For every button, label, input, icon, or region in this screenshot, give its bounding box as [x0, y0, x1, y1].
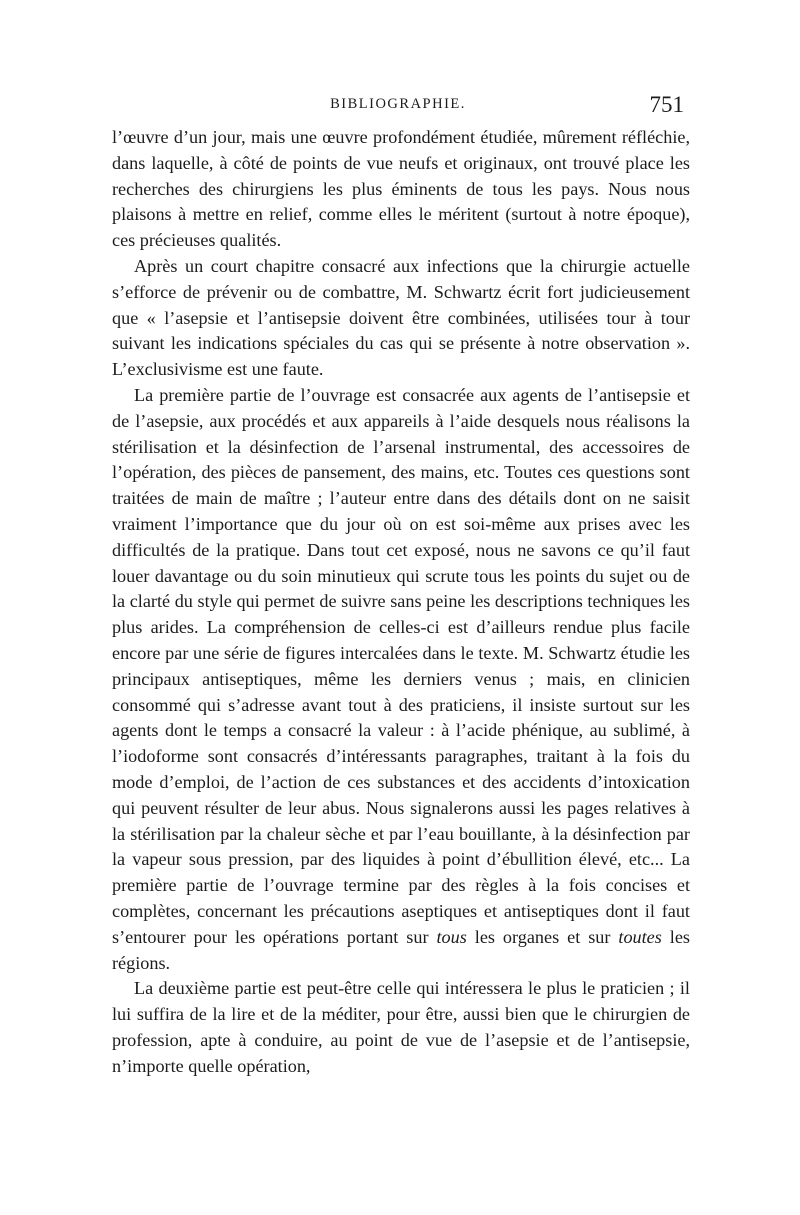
paragraph-3	[112, 383, 690, 976]
paragraph-4: La deuxième partie est peut-être celle qui intéressera le plus le praticien ; il lui suffira de la lire et de la méditer, pour être, aussi bien que le chirurgien de profession, apte à conduire, au point de vue de l’asepsie et de l’antisepsie, n’importe quelle opération,	[112, 978, 690, 1076]
body-text	[112, 125, 690, 1079]
page-number: 751	[649, 92, 684, 117]
emphasis-tous: tous	[436, 926, 467, 947]
paragraph-3-text-after: les régions.	[112, 926, 691, 973]
paragraph-1: l’œuvre d’un jour, mais une œuvre profondément étudiée, mûrement réfléchie, dans laquelle, à côté de points de vue neufs et originaux, ont trouvé place les recherches des chirurgiens les plus éminents de tous les pays. Nous nous plaisons à mettre en relief, comme elles le méritent (surtout à notre époque), ces précieuses qualités.	[112, 127, 690, 251]
paragraph-3-text-before: La première partie de l’ouvrage est consacrée aux agents de l’antisepsie et de l’asepsie, aux procédés et aux appareils à l’aide desquels nous réalisons la stérilisation et la désinfection de l’arsenal instrumental, des accessoires de l’opération, des pièces de pansement, des mains, etc. Toutes ces questions sont traitées de main de maître ; l’auteur entre dans des détails dont on ne saisit vraiment l’importance que du jour où on est soi-même aux prises avec les difficultés de la pratique. Dans tout cet exposé, nous ne savons ce qu’il faut louer davantage ou du soin minutieux qui scrute tous les points du sujet ou de la clarté du style qui permet de suivre sans peine les descriptions techniques les plus arides. La compréhension de celles-ci est d’ailleurs rendue plus facile encore par une série de figures intercalées dans le texte. M. Schwartz étudie les principaux antiseptiques, même les derniers venus ; mais, en clinicien consommé qui s’adresse avant tout à des praticiens, il insiste surtout sur les agents dont le temps a consacré la valeur : à l’acide phénique, au sublimé, à l’iodoforme sont consacrés d’intéressants paragraphes, traitant à la fois du mode d’emploi, de l’action de ces substances et des accidents d’intoxication qui peuvent résulter de leur abus. Nous signalerons aussi les pages relatives à la stérilisation par la chaleur sèche et par l’eau bouillante, à la désinfection par la vapeur sous pression, par des liquides à point d’ébullition élevé, etc... La première partie de l’ouvrage termine par des règles à la fois concises et complètes, concernant les précautions aseptiques et antiseptiques dont il faut s’entourer pour les opérations portant sur	[112, 384, 690, 947]
paragraph-2: Après un court chapitre consacré aux infections que la chirurgie actuelle s’efforce de prévenir ou de combattre, M. Schwartz écrit fort judicieusement que « l’asepsie et l’antisepsie doivent être combinées, utilisées tour à tour suivant les indications spéciales du cas qui se présente à notre observation ». L’exclusivisme est une faute.	[112, 255, 690, 380]
emphasis-toutes: toutes	[618, 926, 662, 947]
paragraph-3-text-middle: les organes et sur	[474, 926, 611, 947]
page-header	[112, 92, 684, 122]
running-title: BIBLIOGRAPHIE.	[330, 96, 466, 112]
